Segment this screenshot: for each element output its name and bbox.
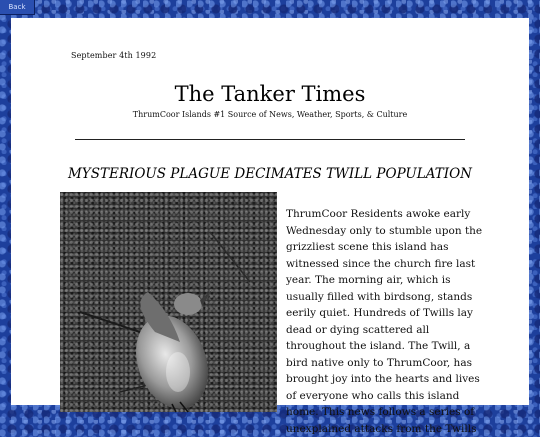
article-headline: MYSTERIOUS PLAGUE DECIMATES TWILL POPULATION (67, 166, 472, 182)
dead-bird-photo (60, 192, 277, 412)
newspaper-title: The Tanker Times (174, 82, 366, 106)
bird-illustration (60, 192, 277, 412)
article-body: ThrumCoor Residents awoke early Wednesday only to stumble upon the grizzliest scene this island has witnessed since the church fire last year. The morning air, which is usually filled with birdsong, stands eerily quiet. Hundreds of Twills lay dead or dying scattered all throughout the island. The Twill, a bird native only to ThrumCoor, has brought joy into the hearts and lives of everyone who calls this island home. This news follows a series of unexplained attacks from the Twills (286, 208, 483, 435)
newspaper-tagline: ThrumCoor Islands #1 Source of News, Weather, Sports, & Culture (132, 110, 408, 119)
newspaper-date: September 4th 1992 (71, 51, 157, 60)
newspaper-page (11, 18, 529, 435)
back-button[interactable]: Back (0, 0, 35, 15)
divider-rule (75, 139, 465, 140)
